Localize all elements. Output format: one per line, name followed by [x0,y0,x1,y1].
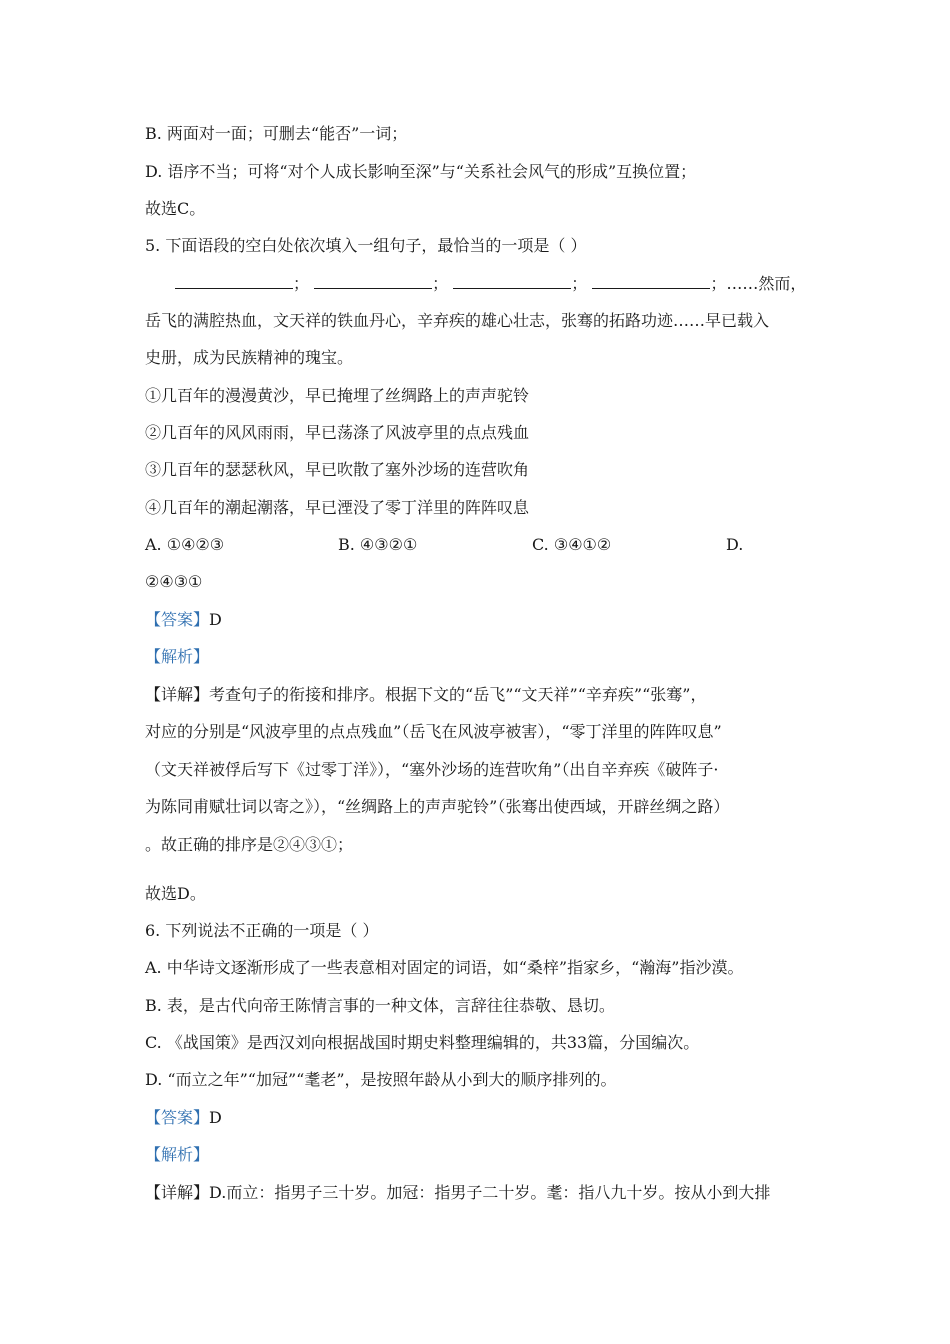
q6-option-c: C. 《战国策》是西汉刘向根据战国时期史料整理编辑的，共33篇，分国编次。 [145,1033,700,1052]
q5-blanks-line [175,272,806,295]
q5-answer-line [145,609,222,631]
q6-answer-tag: 【答案】 [145,1108,210,1127]
q5-detail-line-5: 。故正确的排序是②④③①； [145,835,354,854]
q6-analysis-tag: 【解析】 [145,1145,210,1164]
q6-answer-value: D [209,1108,222,1127]
q5-option-c: C. ③④①② [532,535,612,554]
q5-analysis-tag: 【解析】 [145,647,210,666]
q5-choose-line: 故选D。 [145,884,206,903]
q5-sep-3: ； [571,274,588,293]
q5-option-d-value: ②④③① [145,572,203,591]
q5-item-1: ①几百年的漫漫黄沙，早已掩埋了丝绸路上的声声驼铃 [145,386,530,405]
q6-option-b: B. 表，是古代向帝王陈情言事的一种文体，言辞往往恭敬、恳切。 [145,996,615,1015]
q6-detail-line-1 [145,1182,770,1204]
prev-option-b-note: B. 两面对一面；可删去“能否”一词； [145,124,408,143]
q6-detail-tag: 【详解】 [145,1183,210,1202]
q6-answer-line [145,1107,222,1129]
q6-stem: 6. 下列说法不正确的一项是（ ） [145,921,379,940]
q5-sep-2: ； [432,274,449,293]
q5-option-d-label: D. [726,535,744,554]
prev-choose-line: 故选C。 [145,199,206,218]
q5-option-a: A. ①④②③ [145,535,225,554]
q5-item-3: ③几百年的瑟瑟秋风，早已吹散了塞外沙场的连营吹角 [145,460,530,479]
q5-item-2: ②几百年的风风雨雨，早已荡涤了风波亭里的点点残血 [145,423,530,442]
q5-item-4: ④几百年的潮起潮落，早已湮没了零丁洋里的阵阵叹息 [145,498,530,517]
q5-blank-2 [314,272,432,289]
q5-detail-text-1: 考查句子的衔接和排序。根据下文的“岳飞”“文天祥”“辛弃疾”“张骞”， [209,685,707,704]
q5-answer-value: D [209,610,222,629]
q5-stem: 5. 下面语段的空白处依次填入一组句子，最恰当的一项是（ ） [145,236,587,255]
q5-blank-1 [175,272,293,289]
q5-para-line2: 岳飞的满腔热血，文天祥的铁血丹心，辛弃疾的雄心壮志，张骞的拓路功迹……早已载入 [145,311,770,330]
q5-detail-line-3: （文天祥被俘后写下《过零丁洋》），“塞外沙场的连营吹角”（出自辛弃疾《破阵子· [145,760,719,779]
q5-detail-tag: 【详解】 [145,685,210,704]
q5-answer-tag: 【答案】 [145,610,210,629]
q5-sep-1: ； [293,274,310,293]
q5-detail-line-4: 为陈同甫赋壮词以寄之》），“丝绸路上的声声驼铃”（张骞出使西域，开辟丝绸之路） [145,797,730,816]
q6-option-d: D. “而立之年”“加冠”“耄老”，是按照年龄从小到大的顺序排列的。 [145,1070,617,1089]
q5-tail: ；……然而， [710,274,807,293]
q6-option-a: A. 中华诗文逐渐形成了一些表意相对固定的词语，如“桑梓”指家乡，“瀚海”指沙漠。 [145,958,744,977]
q5-option-b: B. ④③②① [338,535,418,554]
q5-detail-line-1 [145,684,706,706]
prev-option-d-note: D. 语序不当；可将“对个人成长影响至深”与“关系社会风气的形成”互换位置； [145,162,697,181]
q6-detail-text-1: D.而立：指男子三十岁。加冠：指男子二十岁。耄：指八九十岁。按从小到大排 [209,1183,771,1202]
q5-blank-3 [453,272,571,289]
q5-para-line3: 史册，成为民族精神的瑰宝。 [145,348,354,367]
q5-blank-4 [592,272,710,289]
q5-detail-line-2: 对应的分别是“风波亭里的点点残血”（岳飞在风波亭被害），“零丁洋里的阵阵叹息” [145,722,722,741]
